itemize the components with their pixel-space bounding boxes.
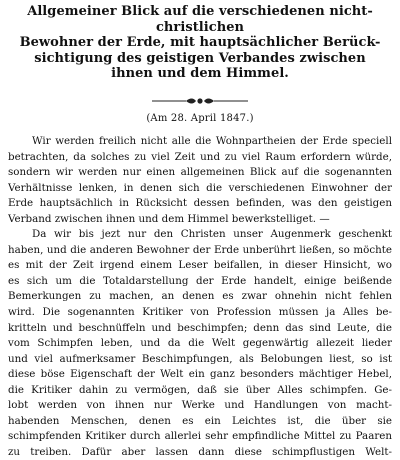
text-line: wird. Die sogenannten Kritiker von Profession müssen ja Alles be- <box>8 305 392 318</box>
ornament-icon <box>150 95 250 107</box>
text-line: haben, und die anderen Bewohner der Erde unberührt ließen, so möchte <box>8 243 392 256</box>
text-line: Da wir bis jezt nur den Christen unser Augenmerk geschenkt <box>32 228 392 241</box>
text-line: die Kritiker dahin zu vermögen, daß sie über Alles schimpfen. Ge- <box>8 383 392 396</box>
text-line: Verband zwischen ihnen und dem Himmel bewerkstelliget. — <box>8 212 330 225</box>
text-line: Verhältnisse lenken, in denen sich die verschiedenen Einwohner der <box>8 181 392 194</box>
text-line: habenden Menschen, denen es ein Leichtes ist, die über sie <box>8 414 392 427</box>
ornament-icon <box>8 92 392 106</box>
text-line: schimpfenden Kritiker durch allerlei sehr empfindliche Mittel zu Paaren <box>8 430 392 443</box>
title-line: Bewohner der Erde, mit hauptsächlicher Berück- <box>19 35 381 51</box>
title-line: Allgemeiner Blick auf die verschiedenen nicht-christlichen <box>27 4 373 35</box>
text-line: diese böse Eigenschaft der Welt ein ganz besonders mächtiger Hebel, <box>8 368 392 381</box>
body-text <box>8 134 392 460</box>
text-line: Erde hauptsächlich in Rücksicht dessen befinden, was den geistigen <box>8 197 392 210</box>
text-line: Bemerkungen zu machen, an denen es zwar ohnehin nicht fehlen <box>8 290 392 303</box>
text-line: es sich um die Totaldarstellung der Erde handelt, einige beißende <box>8 274 392 287</box>
text-line: vom Schimpfen leben, und da die Welt gegenwärtig allezeit lieder <box>8 337 392 350</box>
text-line: Wir werden freilich nicht alle die Wohnpartheien der Erde speciell <box>32 134 392 147</box>
date-line: (Am 28. April 1847.) <box>146 112 254 124</box>
text-line: lobt werden von ihnen nur Werke und Handlungen von macht- <box>8 399 392 412</box>
text-line: zu treiben. Dafür aber lassen dann diese schimpflustigen Welt- <box>8 445 392 458</box>
text-line: es mit der Zeit irgend einem Leser beifallen, in dieser Hinsicht, wo <box>8 259 392 272</box>
text-line: kritteln und beschnüffeln und beschimpfen; denn das sind Leute, die <box>8 321 392 334</box>
title-line: ihnen und dem Himmel. <box>111 66 289 82</box>
title-line: sichtigung des geistigen Verbandes zwischen <box>34 50 366 66</box>
chapter-title <box>8 4 392 82</box>
text-line: betrachten, da solches zu viel Zeit und zu viel Raum erfordern würde, <box>8 150 392 163</box>
text-line: sondern wir werden nur einen allgemeinen Blick auf die sogenannten <box>8 166 392 179</box>
text-line: und viel aufmerksamer Beschimpfungen, als Belobungen liest, so ist <box>8 352 392 365</box>
